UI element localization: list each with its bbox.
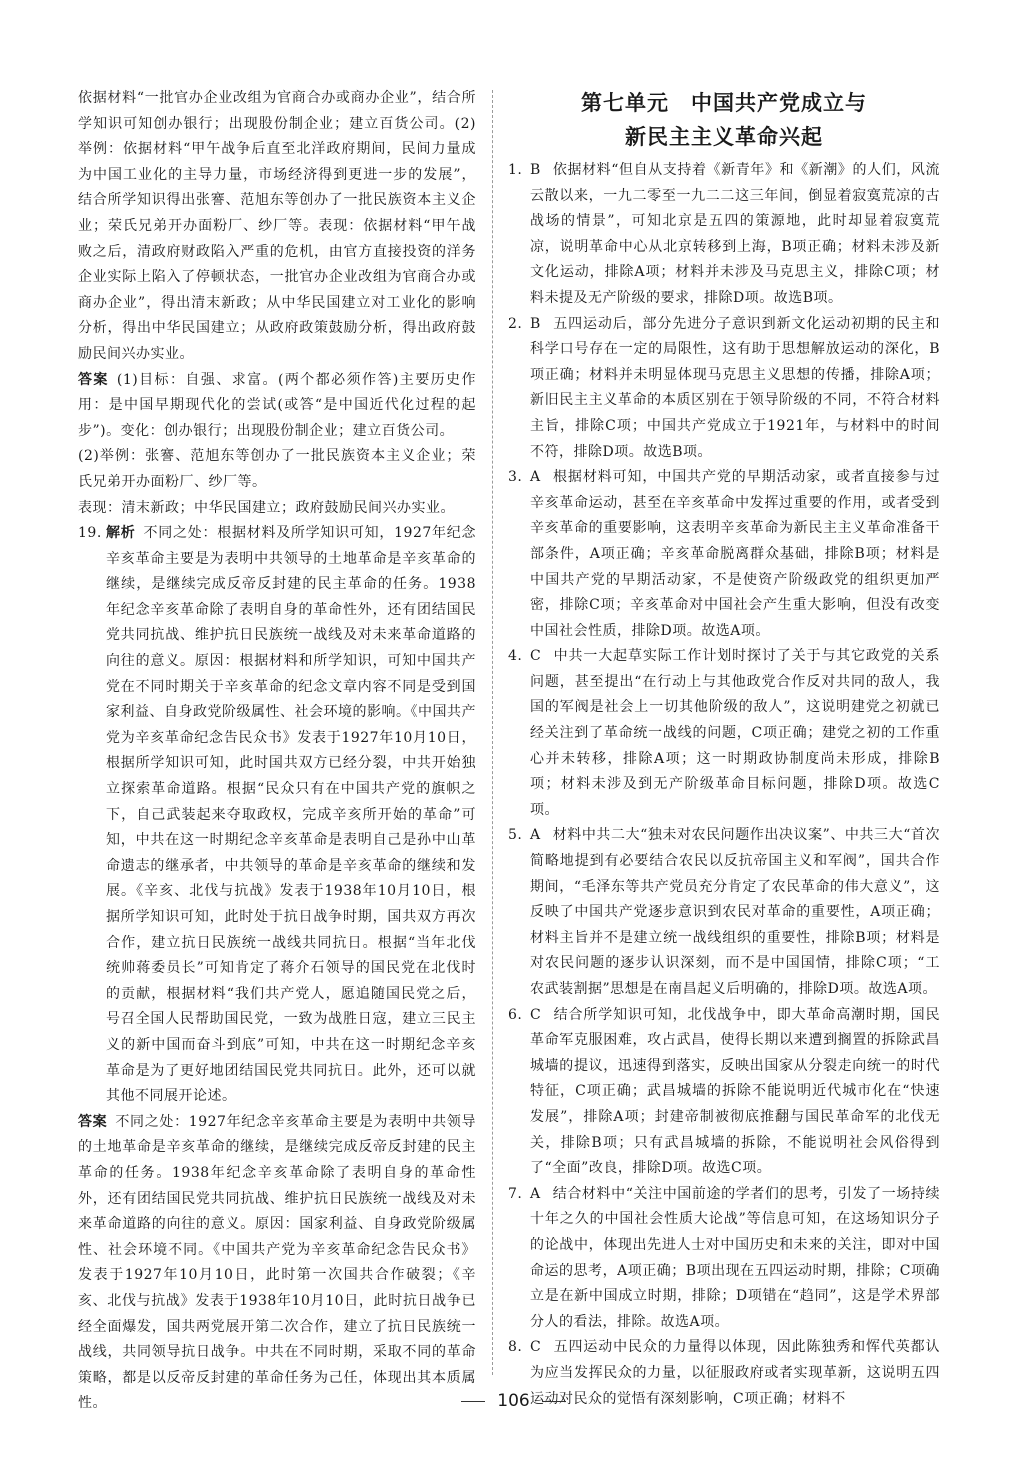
unit-title [508, 86, 940, 154]
answer-text-2: (2)举例：张謇、范旭东等创办了一批民族资本主义企业；荣氏兄弟开办面粉厂、纱厂等。 [78, 448, 476, 490]
unit-number: 第七单元 [581, 91, 669, 115]
explanation-text: 根据材料可知，中国共产党的早期活动家，或者直接参与过辛亥革命运动，甚至在辛亥革命中发挥过重要的作用，或者受到辛亥革命的重要影响，这表明辛亥革命为新民主主义革命准备干部条件，A项正确；辛亥革命脱离群众基础，排除B项；材料是中国共产党的早期活动家，不是使资产阶级政党的组织更加严密，排除C项；辛亥革命对中国社会产生重大影响，但没有改变中国社会性质，排除D项。故选A项。 [530, 469, 940, 639]
footer-dash [542, 1401, 566, 1402]
analysis-text: 不同之处：根据材料及所学知识可知，1927年纪念辛亥革命主要是为表明中共领导的土地革命是辛亥革命的继续，是继续完成反帝反封建的民主革命的任务。1938年纪念辛亥革命除了表明自身的革命性外，还有团结国民党共同抗战、维护抗日民族统一战线及对未来革命道路的向往的意义。原因：根据材料和所学知识，可知中国共产党在不同时期关于辛亥革命的纪念文章内容不同是受到国家利益、自身政党阶级属性、社会环境的影响。《中国共产党为辛亥革命纪念告民众书》发表于1927年10月10日，根据所学知识可知，此时国共双方已经分裂，中共开始独立探索革命道路。根据“民众只有在中国共产党的旗帜之下，自己武装起来夺取政权，完成辛亥所开始的革命”可知，中共在这一时期纪念辛亥革命是表明自己是孙中山革命遗志的继承者，中共领导的革命是辛亥革命的继续和发展。《辛亥、北伐与抗战》发表于1938年10月10日，根据所学知识可知，此时处于抗日战争时期，国共双方再次合作，建立抗日民族统一战线共同抗日。根据“当年北伐统帅蒋委员长”可知肯定了蒋介石领导的国民党在北伐时的贡献，根据材料“我们共产党人，愿追随国民党之后，号召全国人民帮助国民党，一致为战胜日寇，建立三民主义的新中国而奋斗到底”可知，中共在这一时期纪念辛亥革命是为了更好地团结国民党共同抗日。此外，还可以就其他不同展开论述。 [106, 525, 476, 1105]
answer-key: A [530, 1185, 541, 1202]
question-19 [78, 521, 476, 1110]
question-number: 7. [508, 1185, 523, 1202]
explanation-text: 依据材料“但自从支持着《新青年》和《新潮》的人们，风流云散以来，一九二零至一九二二这三年间，倒显着寂寞荒凉的古战场的情景”，可知北京是五四的策源地，此时却显着寂寞荒凉，说明革命中心从北京转移到上海，B项正确；材料未涉及新文化运动，排除A项；材料并未涉及马克思主义，排除C项；材料未提及无产阶级的要求，排除D项。故选B项。 [530, 162, 940, 306]
question-number: 8. [508, 1339, 523, 1356]
answer-key: C [530, 648, 542, 665]
question-item [508, 823, 940, 1002]
question-item [508, 1182, 940, 1336]
answer-block-18 [78, 368, 476, 445]
unit-title-line1: 中国共产党成立与 [691, 91, 867, 115]
explanation-paragraph: 依据材料“一批官办企业改组为官商合办或商办企业”，结合所学知识可知创办银行；出现股份制企业；建立百货公司。(2)举例：依据材料“甲午战争后直至北洋政府期间，民间力量成为中国工业化的主导力量，市场经济得到更进一步的发展”，结合所学知识得出张謇、范旭东等创办了一批民族资本主义企业；荣氏兄弟开办面粉厂、纱厂等。表现：依据材料“甲午战败之后，清政府财政陷入严重的危机，由官方直接投资的洋务企业实际上陷入了停顿状态，一批官办企业改组为官商合办或商办企业”，得出清末新政；从中华民国建立对工业化的影响分析，得出中华民国建立；从政府政策鼓励分析，得出政府鼓励民间兴办实业。 [78, 90, 476, 362]
question-item [508, 1003, 940, 1182]
answer-key: A [530, 827, 541, 844]
answer-text-1: (1)目标：自强、求富。(两个都必须作答)主要历史作用：是中国早期现代化的尝试(或答“是中国近代化过程的起步”)。变化：创办银行；出现股份制企业；建立百货公司。 [78, 371, 476, 439]
question-list [508, 158, 940, 1412]
answer-text: 不同之处：1927年纪念辛亥革命主要是为表明中共领导的土地革命是辛亥革命的继续，是继续完成反帝反封建的民主革命的任务。1938年纪念辛亥革命除了表明自身的革命性外，还有团结国民党共同抗战、维护抗日民族统一战线及对未来革命道路的向往的意义。原因：国家利益、自身政党阶级属性、社会环境不同。《中国共产党为辛亥革命纪念告民众书》发表于1927年10月10日，此时第一次国共合作破裂；《辛亥、北伐与抗战》发表于1938年10月10日，此时抗日战争已经全面爆发，国共两党展开第二次合作，建立了抗日民族统一战线，共同领导抗日战争。中共在不同时期，采取不同的革命策略，都是以反帝反封建的革命任务为己任，体现出其本质属性。 [78, 1113, 476, 1412]
question-number: 2. [508, 315, 523, 332]
unit-title-line2: 新民主主义革命兴起 [625, 125, 823, 149]
answer-label: 答案 [78, 371, 109, 388]
answer-label: 答案 [78, 1113, 108, 1130]
analysis-label: 解析 [106, 525, 136, 542]
answer-key: C [530, 1339, 542, 1356]
answer-key: C [530, 1006, 542, 1023]
question-item [508, 465, 940, 644]
explanation-text: 中共一大起草实际工作计划时探讨了关于与其它政党的关系问题，甚至提出“在行动上与其他政党合作反对共同的敌人，我国的军阀是社会上一切其他阶级的敌人”，这说明建党之初就已经关注到了革命统一战线的问题，C项正确；建党之初的工作重心并未转移，排除A项；这一时期政协制度尚未形成，排除B项；材料未涉及到无产阶级革命目标问题，排除D项。故选C项。 [530, 648, 940, 818]
explanation-text: 五四运动中民众的力量得以体现，因此陈独秀和恽代英都认为应当发挥民众的力量，以征服政府或者实现革新，这说明五四运动对民众的觉悟有深刻影响，C项正确；材料不 [530, 1339, 940, 1407]
question-number: 5. [508, 827, 523, 844]
question-number: 4. [508, 648, 523, 665]
right-column [508, 86, 940, 1412]
question-item [508, 644, 940, 823]
answer-text-3: 表现：清末新政；中华民国建立；政府鼓励民间兴办实业。 [78, 499, 455, 516]
question-item [508, 158, 940, 312]
explanation-text: 结合所学知识可知，北伐战争中，即大革命高潮时期，国民革命军克服困难，攻占武昌，使得长期以来遭到搁置的拆除武昌城墙的提议，迅速得到落实，反映出国家从分裂走向统一的时代特征，C项正确；武昌城墙的拆除不能说明近代城市化在“快速发展”，排除A项；封建帝制被彻底推翻与国民革命军的北伐无关，排除B项；只有武昌城墙的拆除，不能说明社会风俗得到了“全面”改良，排除D项。故选C项。 [530, 1006, 940, 1177]
question-number: 1. [508, 162, 523, 178]
footer-dash [461, 1401, 485, 1402]
answer-key: B [530, 162, 541, 178]
explanation-text: 五四运动后，部分先进分子意识到新文化运动初期的民主和科学口号存在一定的局限性，这有助于思想解放运动的深化，B项正确；材料并未明显体现马克思主义思想的传播，排除A项；新旧民主主义革命的本质区别在于领导阶级的不同，不符合材料主旨，排除C项；中国共产党成立于1921年，与材料中的时间不符，排除D项。故选B项。 [530, 315, 940, 460]
question-item [508, 312, 940, 466]
answer-block-19 [78, 1110, 476, 1417]
question-number: 19. [78, 525, 102, 542]
answer-key: B [530, 315, 541, 332]
answer-key: A [530, 469, 541, 486]
question-number: 6. [508, 1006, 523, 1023]
left-column [78, 86, 476, 1417]
question-number: 3. [508, 469, 523, 486]
page-number: 106 [497, 1391, 530, 1411]
explanation-text: 结合材料中“关注中国前途的学者们的思考，引发了一场持续十年之久的中国社会性质大论战”等信息可知，在这场知识分子的论战中，体现出先进人士对中国历史和未来的关注，即对中国命运的思考，A项正确；B项出现在五四运动时期，排除；C项确立是在新中国成立时期，排除；D项错在“趋同”，这是学术界部分人的看法，排除。故选A项。 [530, 1185, 940, 1330]
page-footer [0, 1391, 1027, 1411]
column-divider [492, 90, 493, 1375]
explanation-text: 材料中共二大“独未对农民问题作出决议案”、中共三大“首次简略地提到有必要结合农民以反抗帝国主义和军阀”，国共合作期间，“毛泽东等共产党员充分肯定了农民革命的伟大意义”，这反映了中国共产党逐步意识到农民对革命的重要性，A项正确；材料主旨并不是建立统一战线组织的重要性，排除B项；材料是对农民问题的逐步认识深刻，而不是中国国情，排除C项；“工农武装割据”思想是在南昌起义后明确的，排除D项。故选A项。 [530, 827, 940, 997]
